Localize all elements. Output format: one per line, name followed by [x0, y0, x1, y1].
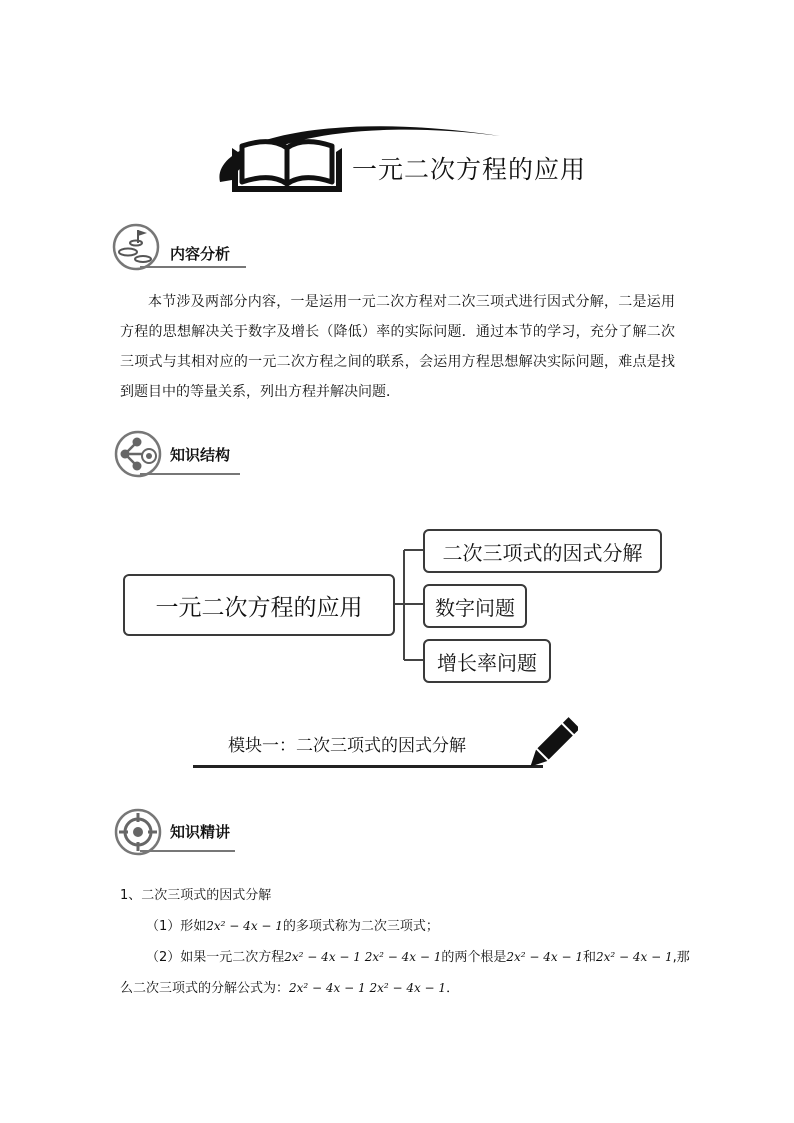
analysis-paragraph [120, 287, 675, 407]
item2-text: ,那 [672, 950, 690, 965]
math-expression: 2x² − 4x − 1 [506, 950, 583, 964]
content-item-1 [146, 915, 439, 934]
mindmap-branch [423, 529, 662, 573]
item2-text: 的两个根是 [441, 950, 507, 965]
section-underline [140, 266, 246, 268]
item2-prefix: （2）如果一元二次方程 [146, 950, 285, 965]
module-title: 模块一：二次三项式的因式分解 [228, 736, 466, 756]
item2-text: 么二次三项式的分解公式为： [120, 981, 290, 996]
mindmap-branch [423, 584, 527, 628]
section-underline [140, 473, 240, 475]
section-underline [140, 850, 235, 852]
section-title-knowledge: 知识精讲 [170, 823, 231, 841]
math-expression: 2x² − 4x − 1 [596, 950, 673, 964]
mindmap-branch [423, 639, 551, 683]
page-title: 一元二次方程的应用 [352, 155, 587, 184]
mindmap-root-label: 一元二次方程的应用 [155, 594, 363, 621]
math-expression: 2x² − 4x − 1 [206, 919, 283, 933]
pencil-icon [528, 716, 578, 772]
target-flag-icon [110, 222, 162, 272]
math-expression: 2x² − 4x − 1 2x² − 4x − 1 [284, 950, 442, 964]
mindmap-branch-label: 增长率问题 [437, 650, 537, 675]
analysis-text: 本节涉及两部分内容，一是运用一元二次方程对二次三项式进行因式分解，二是运用方程的思想解决关于数字及增长（降低）率的实际问题．通过本节的学习，充分了解二次三项式与其相对应的一元二次方程之间的联系，会运用方程思想解决实际问题，难点是找到题目中的等量关系，列出方程并解决问题． [120, 294, 675, 400]
content-item-2-line-1 [146, 946, 690, 965]
section-title-structure: 知识结构 [170, 446, 231, 464]
item2-text: ． [446, 981, 460, 996]
mindmap-branch-label: 二次三项式的因式分解 [442, 540, 643, 565]
item1-suffix: 的多项式称为二次三项式； [282, 919, 439, 934]
open-book-icon [232, 142, 342, 192]
math-expression: 2x² − 4x − 1 2x² − 4x − 1 [289, 981, 447, 995]
item2-text: 和 [582, 950, 596, 965]
content-heading: 1、二次三项式的因式分解 [120, 888, 272, 903]
mindmap-branch-label: 数字问题 [435, 595, 515, 620]
section-title-analysis: 内容分析 [170, 245, 231, 263]
mindmap-root [123, 574, 395, 636]
module-underline [193, 765, 543, 768]
item1-prefix: （1）形如 [146, 919, 207, 934]
content-item-2-line-2 [120, 977, 459, 996]
